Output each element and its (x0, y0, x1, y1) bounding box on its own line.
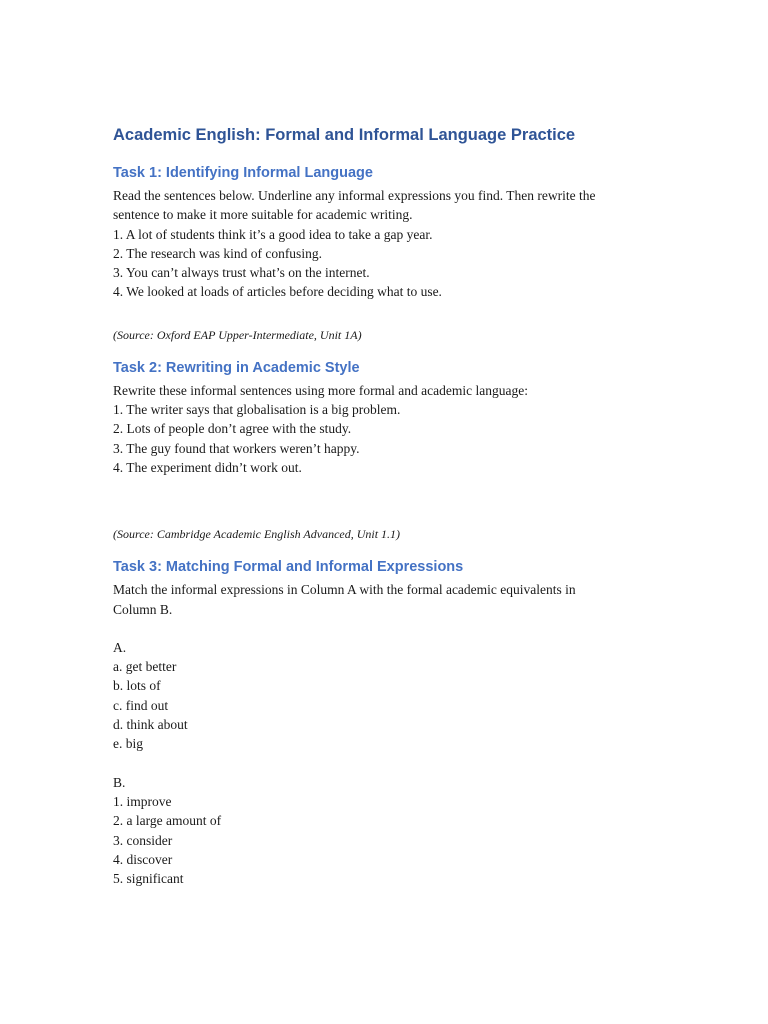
list-item: d. think about (113, 717, 188, 733)
list-item: 1. improve (113, 793, 172, 809)
task-1-heading: Task 1: Identifying Informal Language (113, 165, 373, 181)
list-item: 3. You can’t always trust what’s on the internet. (113, 265, 370, 281)
list-item: 2. a large amount of (113, 813, 222, 829)
task-1-section (113, 163, 673, 344)
list-item: b. lots of (113, 678, 161, 694)
column-b-list (113, 792, 673, 888)
task-3-section (113, 557, 673, 888)
column-a-label: A. (113, 639, 127, 655)
task-2-section (113, 358, 673, 543)
column-b-label: B. (113, 774, 126, 790)
list-item: 1. A lot of students think it’s a good idea to take a gap year. (113, 226, 433, 242)
column-a-list (113, 657, 673, 753)
task-2-source: (Source: Cambridge Academic English Advanced, Unit 1.1) (113, 527, 401, 542)
document-title: Academic English: Formal and Informal Language Practice (113, 126, 576, 144)
task-1-instructions-line-1: Read the sentences below. Underline any informal expressions you find. Then rewrite the (113, 188, 596, 203)
list-item: e. big (113, 736, 143, 752)
document-page (113, 124, 673, 888)
task-3-instructions-line-1: Match the informal expressions in Column A with the formal academic equivalents in (113, 582, 576, 598)
task-3-instructions-line-2: Column B. (113, 601, 173, 617)
list-item: 1. The writer says that globalisation is a big problem. (113, 402, 401, 418)
list-item: 5. significant (113, 871, 184, 887)
list-item: 3. consider (113, 832, 173, 848)
task-3-heading: Task 3: Matching Formal and Informal Expressions (113, 559, 464, 576)
list-item: 4. We looked at loads of articles before deciding what to use. (113, 284, 442, 300)
list-item: 4. The experiment didn’t work out. (113, 459, 302, 475)
list-item: 2. The research was kind of confusing. (113, 245, 322, 261)
task-1-source: (Source: Oxford EAP Upper-Intermediate, Unit 1A) (113, 327, 362, 342)
task-2-heading: Task 2: Rewriting in Academic Style (113, 359, 360, 376)
list-item: 3. The guy found that workers weren’t happy. (113, 440, 360, 456)
list-item: 2. Lots of people don’t agree with the study. (113, 421, 352, 437)
list-item: c. find out (113, 697, 169, 713)
task-1-sentence-list (113, 225, 673, 302)
list-item: a. get better (113, 659, 177, 675)
task-2-sentence-list (113, 400, 673, 477)
task-2-instructions: Rewrite these informal sentences using more formal and academic language: (113, 382, 528, 398)
task-1-instructions-line-2: sentence to make it more suitable for academic writing. (113, 207, 413, 223)
list-item: 4. discover (113, 851, 173, 867)
